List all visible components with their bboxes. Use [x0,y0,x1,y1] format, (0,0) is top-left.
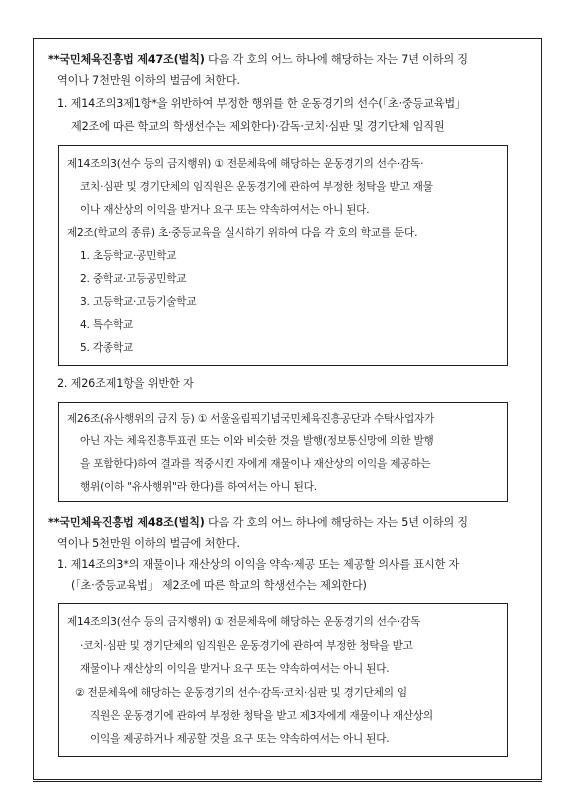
box2-line3: 을 포함한다)하여 결과를 적중시킨 자에게 재물이나 재산상의 이익을 제공하는 [80,458,431,470]
box3-line5: 직원은 운동경기에 관하여 부정한 청탁을 받고 제3자에게 재물이나 재산상의 [90,710,433,722]
art47-header-line2: 역이나 7천만원 이하의 벌금에 처한다. [57,74,240,87]
box2-line1: 제26조(유사행위의 금지 등) ① 서울올림픽기념국민체육진흥공단과 수탁사업자가 [67,413,435,425]
school-item: 5. 각종학교 [80,342,134,354]
school-item: 4. 특수학교 [80,319,134,331]
art47-item2: 2. 제26조제1항을 위반한 자 [57,377,194,390]
box3-line4: ② 전문체육에 해당하는 운동경기의 선수·감독·코치·심판 및 경기단체의 임 [75,687,407,699]
box3-line3: 재물이나 재산상의 이익을 받거나 요구 또는 약속하여서는 아니 된다. [80,663,390,675]
art47-header-text: 다음 각 호의 어느 하나에 해당하는 자는 7년 이하의 징 [204,53,468,66]
school-item: 3. 고등학교·고등기술학교 [80,296,197,308]
box1-line3: 이나 재산상의 이익을 받거나 요구 또는 약속하여서는 아니 된다. [80,204,370,216]
art48-header-text: 다음 각 호의 어느 하나에 해당하는 자는 5년 이하의 징 [204,516,468,529]
box3-line2: ·코치·심판 및 경기단체의 임직원은 운동경기에 관하여 부정한 청탁을 받고 [80,640,413,652]
art47-law-title: **국민체육진흥법 제47조(벌칙) [48,53,205,66]
art48-header [48,515,468,531]
art47-item1-line2: 제2조에 따른 학교의 학생선수는 제외한다)·감독·코치·심판 및 경기단체 임직원 [71,120,445,133]
art48-header-line2: 역이나 5천만원 이하의 벌금에 처한다. [57,537,240,550]
bottom-rule [33,781,542,782]
school-item: 2. 중학교·고등공민학교 [80,273,187,285]
box2-line2: 아닌 자는 체육진흥투표권 또는 이와 비슷한 것을 발행(정보통신망에 의한 발행 [80,435,434,447]
box3-line6: 이익을 제공하거나 제공할 것을 요구 또는 약속하여서는 아니 된다. [90,733,390,745]
art47-item1-line1: 1. 제14조의3제1항*을 위반하여 부정한 행위를 한 운동경기의 선수(「초·중등교육법」 [57,97,466,110]
box2-line4: 행위(이하 "유사행위"라 한다)를 하여서는 아니 된다. [80,481,317,493]
art47-header [48,52,468,68]
school-item: 1. 초등학교·공민학교 [80,250,177,262]
art48-item1-line2: (「초·중등교육법」 제2조에 따른 학교의 학생선수는 제외한다) [71,579,367,592]
art48-law-title: **국민체육진흥법 제48조(벌칙) [48,516,205,529]
art48-item1-line1: 1. 제14조의3*의 재물이나 재산상의 이익을 약속·제공 또는 제공할 의사를 표시한 자 [57,558,460,571]
box3-line1: 제14조의3(선수 등의 금지행위) ① 전문체육에 해당하는 운동경기의 선수·감독 [67,616,421,628]
box1-line2: 코치·심판 및 경기단체의 임직원은 운동경기에 관하여 부정한 청탁을 받고 재물 [80,181,433,193]
box1-line4: 제2조(학교의 종류) 초·중등교육을 실시하기 위하여 다음 각 호의 학교를 둔다. [67,227,418,239]
box1-line1: 제14조의3(선수 등의 금지행위) ① 전문체육에 해당하는 운동경기의 선수·감독· [67,158,424,170]
